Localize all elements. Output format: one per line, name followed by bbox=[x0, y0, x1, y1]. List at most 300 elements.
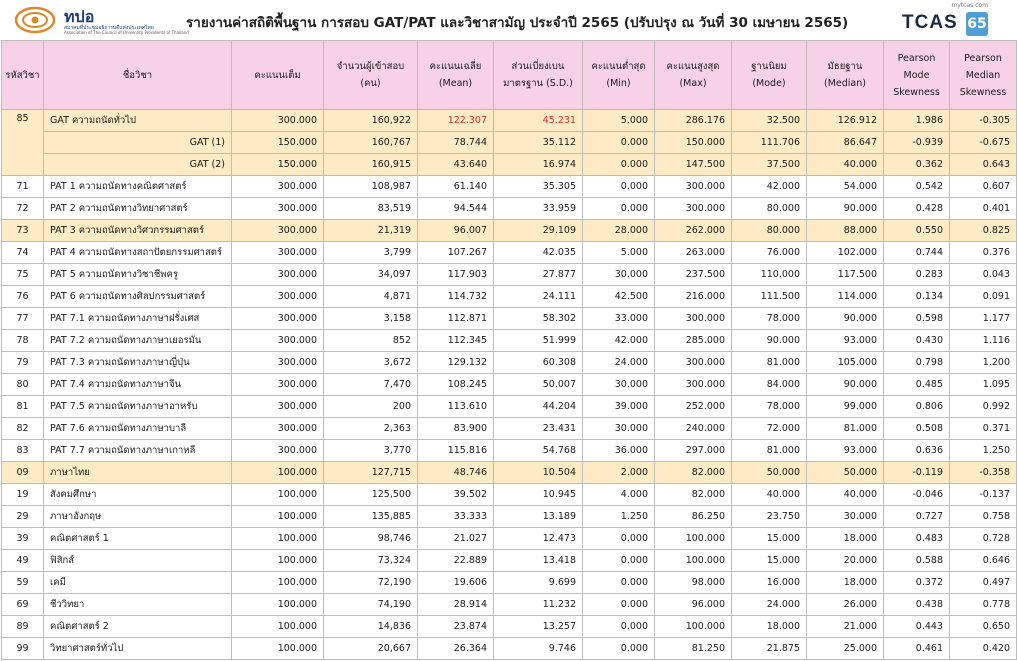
cell-code: 77 bbox=[2, 308, 44, 330]
col-header-line: ส่วนเบี่ยงเบน bbox=[511, 61, 565, 72]
cell-name: PAT 4 ความถนัดทางสถาปัตยกรรมศาสตร์ bbox=[44, 242, 232, 264]
cell-min: 30.000 bbox=[583, 418, 655, 440]
cell-median: 126.912 bbox=[807, 110, 884, 132]
cell-max: 100.000 bbox=[655, 528, 732, 550]
table-row bbox=[2, 396, 1017, 418]
cell-code: 76 bbox=[2, 286, 44, 308]
cell-name: PAT 7.2 ความถนัดทางภาษาเยอรมัน bbox=[44, 330, 232, 352]
cell-max: 297.000 bbox=[655, 440, 732, 462]
cell-mode: 84.000 bbox=[732, 374, 807, 396]
cell-pmedian: 0.643 bbox=[950, 154, 1017, 176]
col-header-line: (Mean) bbox=[438, 78, 473, 89]
col-header-line: (คน) bbox=[360, 78, 381, 89]
cell-mode: 80.000 bbox=[732, 220, 807, 242]
cell-full: 300.000 bbox=[232, 176, 324, 198]
cell-median: 99.000 bbox=[807, 396, 884, 418]
cell-min: 30.000 bbox=[583, 374, 655, 396]
cell-median: 21.000 bbox=[807, 616, 884, 638]
cell-count: 2,363 bbox=[324, 418, 418, 440]
cell-mode: 15.000 bbox=[732, 528, 807, 550]
cell-mean: 112.345 bbox=[418, 330, 494, 352]
cell-count: 3,799 bbox=[324, 242, 418, 264]
cell-pmode: 0.372 bbox=[884, 572, 950, 594]
cell-sd: 11.232 bbox=[494, 594, 583, 616]
cell-name: GAT ความถนัดทั่วไป bbox=[44, 110, 232, 132]
cell-pmedian: 0.607 bbox=[950, 176, 1017, 198]
cell-mean: 78.744 bbox=[418, 132, 494, 154]
cell-full: 300.000 bbox=[232, 308, 324, 330]
cell-count: 200 bbox=[324, 396, 418, 418]
table-row bbox=[2, 572, 1017, 594]
cell-name: PAT 3 ความถนัดทางวิศวกรรมศาสตร์ bbox=[44, 220, 232, 242]
cell-sd: 16.974 bbox=[494, 154, 583, 176]
cell-name: PAT 2 ความถนัดทางวิทยาศาสตร์ bbox=[44, 198, 232, 220]
cell-count: 160,922 bbox=[324, 110, 418, 132]
cell-min: 0.000 bbox=[583, 132, 655, 154]
cell-median: 90.000 bbox=[807, 198, 884, 220]
cell-sd: 10.504 bbox=[494, 462, 583, 484]
cell-mean: 107.267 bbox=[418, 242, 494, 264]
cell-sd: 44.204 bbox=[494, 396, 583, 418]
cell-median: 30.000 bbox=[807, 506, 884, 528]
cell-full: 300.000 bbox=[232, 396, 324, 418]
cell-median: 25.000 bbox=[807, 638, 884, 660]
cell-name: PAT 7.7 ความถนัดทางภาษาเกาหลี bbox=[44, 440, 232, 462]
cell-mean: 28.914 bbox=[418, 594, 494, 616]
cell-pmode: 0.636 bbox=[884, 440, 950, 462]
cell-sd: 13.189 bbox=[494, 506, 583, 528]
table-row bbox=[2, 506, 1017, 528]
col-header-line: คะแนนสูงสุด bbox=[666, 61, 720, 72]
cell-mean: 26.364 bbox=[418, 638, 494, 660]
cell-sd: 50.007 bbox=[494, 374, 583, 396]
col-header-line: คะแนนต่ำสุด bbox=[591, 61, 646, 72]
cell-max: 285.000 bbox=[655, 330, 732, 352]
col-header-line: (Mode) bbox=[752, 78, 786, 89]
cell-code: 69 bbox=[2, 594, 44, 616]
cell-pmode: 0.588 bbox=[884, 550, 950, 572]
cell-pmode: 0.598 bbox=[884, 308, 950, 330]
cell-count: 4,871 bbox=[324, 286, 418, 308]
cell-mean: 129.132 bbox=[418, 352, 494, 374]
cell-max: 252.000 bbox=[655, 396, 732, 418]
cell-median: 26.000 bbox=[807, 594, 884, 616]
cell-count: 127,715 bbox=[324, 462, 418, 484]
cell-full: 100.000 bbox=[232, 528, 324, 550]
col-header-line: (Max) bbox=[679, 78, 707, 89]
cell-pmedian: 0.778 bbox=[950, 594, 1017, 616]
cell-pmedian: -0.675 bbox=[950, 132, 1017, 154]
cell-pmode: 0.806 bbox=[884, 396, 950, 418]
cell-max: 82.000 bbox=[655, 462, 732, 484]
cell-mean: 117.903 bbox=[418, 264, 494, 286]
cell-max: 237.500 bbox=[655, 264, 732, 286]
cell-mean: 94.544 bbox=[418, 198, 494, 220]
cell-max: 286.176 bbox=[655, 110, 732, 132]
cell-count: 7,470 bbox=[324, 374, 418, 396]
col-header-name bbox=[44, 41, 232, 110]
cell-full: 300.000 bbox=[232, 198, 324, 220]
cell-name: ภาษาอังกฤษ bbox=[44, 506, 232, 528]
table-body bbox=[2, 110, 1017, 660]
cell-full: 100.000 bbox=[232, 638, 324, 660]
cell-full: 300.000 bbox=[232, 264, 324, 286]
cell-code: 49 bbox=[2, 550, 44, 572]
col-header-mode bbox=[732, 41, 807, 110]
cell-pmedian: -0.358 bbox=[950, 462, 1017, 484]
cell-mean: 96.007 bbox=[418, 220, 494, 242]
cell-mean: 122.307 bbox=[418, 110, 494, 132]
col-header-line: มัธยฐาน bbox=[827, 61, 863, 72]
cell-count: 21,319 bbox=[324, 220, 418, 242]
cell-mean: 22.889 bbox=[418, 550, 494, 572]
cell-code: 39 bbox=[2, 528, 44, 550]
cell-sd: 12.473 bbox=[494, 528, 583, 550]
cell-name: วิทยาศาสตร์ทั่วไป bbox=[44, 638, 232, 660]
cell-code: 81 bbox=[2, 396, 44, 418]
col-header-median bbox=[807, 41, 884, 110]
cell-max: 300.000 bbox=[655, 308, 732, 330]
cell-sd: 29.109 bbox=[494, 220, 583, 242]
cell-pmedian: 1.200 bbox=[950, 352, 1017, 374]
cell-pmedian: 0.401 bbox=[950, 198, 1017, 220]
cell-pmode: 0.283 bbox=[884, 264, 950, 286]
cell-min: 1.250 bbox=[583, 506, 655, 528]
col-header-line: จำนวนผู้เข้าสอบ bbox=[336, 61, 405, 72]
cell-mean: 113.610 bbox=[418, 396, 494, 418]
cell-name: ภาษาไทย bbox=[44, 462, 232, 484]
cell-mean: 83.900 bbox=[418, 418, 494, 440]
col-header-line: Mode bbox=[903, 69, 930, 81]
col-header-line: Skewness bbox=[893, 86, 940, 98]
cell-count: 160,915 bbox=[324, 154, 418, 176]
cell-mean: 61.140 bbox=[418, 176, 494, 198]
cell-code: 80 bbox=[2, 374, 44, 396]
cell-full: 300.000 bbox=[232, 330, 324, 352]
cell-mode: 24.000 bbox=[732, 594, 807, 616]
cell-mode: 81.000 bbox=[732, 352, 807, 374]
cell-pmedian: -0.137 bbox=[950, 484, 1017, 506]
cell-pmedian: 0.376 bbox=[950, 242, 1017, 264]
cell-mean: 43.640 bbox=[418, 154, 494, 176]
cell-name: GAT (1) bbox=[44, 132, 232, 154]
table-row bbox=[2, 264, 1017, 286]
cell-pmedian: 1.095 bbox=[950, 374, 1017, 396]
cell-pmode: -0.046 bbox=[884, 484, 950, 506]
cell-max: 300.000 bbox=[655, 176, 732, 198]
cell-count: 98,746 bbox=[324, 528, 418, 550]
cell-min: 28.000 bbox=[583, 220, 655, 242]
cell-full: 300.000 bbox=[232, 440, 324, 462]
cell-max: 147.500 bbox=[655, 154, 732, 176]
cell-mode: 111.500 bbox=[732, 286, 807, 308]
cell-code: 74 bbox=[2, 242, 44, 264]
cell-full: 100.000 bbox=[232, 616, 324, 638]
cell-mean: 23.874 bbox=[418, 616, 494, 638]
cell-mode: 90.000 bbox=[732, 330, 807, 352]
table-row bbox=[2, 154, 1017, 176]
cell-name: ชีววิทยา bbox=[44, 594, 232, 616]
col-header-line: มาตรฐาน (S.D.) bbox=[503, 78, 573, 89]
cell-full: 300.000 bbox=[232, 374, 324, 396]
cell-code: 59 bbox=[2, 572, 44, 594]
cell-mode: 16.000 bbox=[732, 572, 807, 594]
cell-sd: 51.999 bbox=[494, 330, 583, 352]
cell-mode: 21.875 bbox=[732, 638, 807, 660]
cell-min: 30.000 bbox=[583, 264, 655, 286]
cell-median: 54.000 bbox=[807, 176, 884, 198]
report-header bbox=[0, 0, 1000, 41]
cell-median: 50.000 bbox=[807, 462, 884, 484]
cell-mode: 18.000 bbox=[732, 616, 807, 638]
cell-mode: 32.500 bbox=[732, 110, 807, 132]
cell-count: 34,097 bbox=[324, 264, 418, 286]
cell-pmode: 0.483 bbox=[884, 528, 950, 550]
table-row bbox=[2, 440, 1017, 462]
cell-sd: 24.111 bbox=[494, 286, 583, 308]
cell-median: 102.000 bbox=[807, 242, 884, 264]
cell-mode: 111.706 bbox=[732, 132, 807, 154]
cell-sd: 33.959 bbox=[494, 198, 583, 220]
cell-min: 39.000 bbox=[583, 396, 655, 418]
cell-min: 5.000 bbox=[583, 242, 655, 264]
cell-max: 98.000 bbox=[655, 572, 732, 594]
cell-pmedian: 0.497 bbox=[950, 572, 1017, 594]
cell-full: 100.000 bbox=[232, 462, 324, 484]
cell-min: 42.000 bbox=[583, 330, 655, 352]
cell-pmedian: 0.992 bbox=[950, 396, 1017, 418]
cell-code: 79 bbox=[2, 352, 44, 374]
cell-pmode: 0.443 bbox=[884, 616, 950, 638]
col-header-mean bbox=[418, 41, 494, 110]
cell-pmedian: 1.250 bbox=[950, 440, 1017, 462]
cell-min: 36.000 bbox=[583, 440, 655, 462]
tcas-logo bbox=[902, 2, 988, 38]
cell-max: 150.000 bbox=[655, 132, 732, 154]
cell-full: 300.000 bbox=[232, 220, 324, 242]
logo-name: ทปอ bbox=[64, 9, 95, 26]
cell-name: สังคมศึกษา bbox=[44, 484, 232, 506]
cell-mode: 72.000 bbox=[732, 418, 807, 440]
cell-full: 150.000 bbox=[232, 154, 324, 176]
col-header-line: (Min) bbox=[606, 78, 631, 89]
table-row bbox=[2, 132, 1017, 154]
cell-name: เคมี bbox=[44, 572, 232, 594]
cell-max: 96.000 bbox=[655, 594, 732, 616]
cell-code: 09 bbox=[2, 462, 44, 484]
logo-subtitle-en: Association of The Council of University Presidents of Thailand bbox=[64, 30, 189, 35]
table-row bbox=[2, 594, 1017, 616]
cell-count: 74,190 bbox=[324, 594, 418, 616]
logo-subtitle-th: สมาคมที่ประชุมอธิการบดีแห่งประเทศไทย bbox=[64, 25, 154, 31]
tcas-word: TCAS bbox=[902, 12, 958, 33]
cell-full: 100.000 bbox=[232, 572, 324, 594]
cell-name: PAT 7.3 ความถนัดทางภาษาญี่ปุ่น bbox=[44, 352, 232, 374]
cell-full: 100.000 bbox=[232, 594, 324, 616]
cell-mode: 76.000 bbox=[732, 242, 807, 264]
col-header-max bbox=[655, 41, 732, 110]
cell-pmode: 0.134 bbox=[884, 286, 950, 308]
cell-name: PAT 7.5 ความถนัดทางภาษาอาหรับ bbox=[44, 396, 232, 418]
cell-sd: 42.035 bbox=[494, 242, 583, 264]
cell-min: 0.000 bbox=[583, 176, 655, 198]
cell-sd: 10.945 bbox=[494, 484, 583, 506]
cell-name: GAT (2) bbox=[44, 154, 232, 176]
cell-name: PAT 7.1 ความถนัดทางภาษาฝรั่งเศส bbox=[44, 308, 232, 330]
cell-sd: 45.231 bbox=[494, 110, 583, 132]
cell-median: 93.000 bbox=[807, 440, 884, 462]
table-row bbox=[2, 242, 1017, 264]
cell-mode: 15.000 bbox=[732, 550, 807, 572]
cell-median: 90.000 bbox=[807, 308, 884, 330]
cell-pmedian: 0.091 bbox=[950, 286, 1017, 308]
cell-name: PAT 1 ความถนัดทางคณิตศาสตร์ bbox=[44, 176, 232, 198]
cell-count: 3,672 bbox=[324, 352, 418, 374]
table-header-row bbox=[2, 41, 1017, 110]
cell-pmode: -0.119 bbox=[884, 462, 950, 484]
cell-full: 300.000 bbox=[232, 110, 324, 132]
cell-full: 300.000 bbox=[232, 286, 324, 308]
cell-median: 105.000 bbox=[807, 352, 884, 374]
cell-full: 100.000 bbox=[232, 484, 324, 506]
cell-min: 33.000 bbox=[583, 308, 655, 330]
cell-min: 0.000 bbox=[583, 572, 655, 594]
col-header-code bbox=[2, 41, 44, 110]
col-header-line: ฐานนิยม bbox=[751, 61, 787, 72]
page-title: รายงานค่าสถิติพื้นฐาน การสอบ GAT/PAT และวิชาสามัญ ประจำปี 2565 (ปรับปรุง ณ วันที่ 30 เมษายน 2565) bbox=[186, 15, 849, 31]
cell-min: 0.000 bbox=[583, 528, 655, 550]
cell-sd: 13.418 bbox=[494, 550, 583, 572]
col-header-line: Median bbox=[965, 69, 1001, 81]
cell-median: 40.000 bbox=[807, 484, 884, 506]
table-row bbox=[2, 550, 1017, 572]
cell-code: 89 bbox=[2, 616, 44, 638]
cell-pmode: 0.438 bbox=[884, 594, 950, 616]
cell-mode: 37.500 bbox=[732, 154, 807, 176]
cell-count: 14,836 bbox=[324, 616, 418, 638]
cell-mean: 19.606 bbox=[418, 572, 494, 594]
cell-name: PAT 6 ความถนัดทางศิลปกรรมศาสตร์ bbox=[44, 286, 232, 308]
cell-name: คณิตศาสตร์ 2 bbox=[44, 616, 232, 638]
cell-sd: 23.431 bbox=[494, 418, 583, 440]
cell-sd: 54.768 bbox=[494, 440, 583, 462]
cell-code: 73 bbox=[2, 220, 44, 242]
cell-mode: 50.000 bbox=[732, 462, 807, 484]
cell-pmedian: -0.305 bbox=[950, 110, 1017, 132]
cell-pmode: 0.430 bbox=[884, 330, 950, 352]
table-row bbox=[2, 638, 1017, 660]
tpo-emblem-icon bbox=[14, 5, 58, 35]
cell-pmedian: 0.371 bbox=[950, 418, 1017, 440]
cell-min: 5.000 bbox=[583, 110, 655, 132]
table-row bbox=[2, 462, 1017, 484]
col-header-line: ชื่อวิชา bbox=[122, 69, 153, 81]
col-header-line: Pearson bbox=[964, 52, 1002, 64]
cell-code: 72 bbox=[2, 198, 44, 220]
col-header-line: Skewness bbox=[959, 86, 1007, 98]
table-row bbox=[2, 286, 1017, 308]
cell-code: 99 bbox=[2, 638, 44, 660]
cell-name: PAT 5 ความถนัดทางวิชาชีพครู bbox=[44, 264, 232, 286]
cell-min: 0.000 bbox=[583, 616, 655, 638]
cell-sd: 35.305 bbox=[494, 176, 583, 198]
cell-pmedian: 0.650 bbox=[950, 616, 1017, 638]
cell-mode: 78.000 bbox=[732, 396, 807, 418]
cell-count: 108,987 bbox=[324, 176, 418, 198]
cell-min: 0.000 bbox=[583, 198, 655, 220]
col-header-count bbox=[324, 41, 418, 110]
cell-max: 300.000 bbox=[655, 374, 732, 396]
cell-mode: 42.000 bbox=[732, 176, 807, 198]
table-row bbox=[2, 484, 1017, 506]
cell-pmedian: 0.420 bbox=[950, 638, 1017, 660]
cell-pmode: 0.542 bbox=[884, 176, 950, 198]
tcas-site: mytcas.com bbox=[951, 2, 988, 9]
cell-max: 86.250 bbox=[655, 506, 732, 528]
cell-max: 262.000 bbox=[655, 220, 732, 242]
cell-min: 42.500 bbox=[583, 286, 655, 308]
cell-median: 20.000 bbox=[807, 550, 884, 572]
col-header-full bbox=[232, 41, 324, 110]
col-header-line: รหัสวิชา bbox=[5, 69, 40, 81]
cell-max: 100.000 bbox=[655, 550, 732, 572]
cell-min: 2.000 bbox=[583, 462, 655, 484]
tcas-year-badge: 65 bbox=[966, 12, 988, 36]
table-row bbox=[2, 352, 1017, 374]
cell-count: 72,190 bbox=[324, 572, 418, 594]
cell-max: 240.000 bbox=[655, 418, 732, 440]
cell-median: 86.647 bbox=[807, 132, 884, 154]
cell-pmedian: 1.116 bbox=[950, 330, 1017, 352]
cell-max: 216.000 bbox=[655, 286, 732, 308]
cell-mean: 115.816 bbox=[418, 440, 494, 462]
cell-count: 83,519 bbox=[324, 198, 418, 220]
table-row bbox=[2, 198, 1017, 220]
table-row bbox=[2, 616, 1017, 638]
cell-sd: 58.302 bbox=[494, 308, 583, 330]
cell-pmode: 0.362 bbox=[884, 154, 950, 176]
cell-code: 71 bbox=[2, 176, 44, 198]
cell-pmode: 0.485 bbox=[884, 374, 950, 396]
cell-median: 18.000 bbox=[807, 572, 884, 594]
col-header-sd bbox=[494, 41, 583, 110]
cell-sd: 27.877 bbox=[494, 264, 583, 286]
cell-mode: 23.750 bbox=[732, 506, 807, 528]
cell-full: 300.000 bbox=[232, 418, 324, 440]
cell-pmedian: 0.758 bbox=[950, 506, 1017, 528]
cell-min: 0.000 bbox=[583, 550, 655, 572]
cell-max: 100.000 bbox=[655, 616, 732, 638]
cell-count: 3,770 bbox=[324, 440, 418, 462]
cell-sd: 35.112 bbox=[494, 132, 583, 154]
cell-min: 0.000 bbox=[583, 638, 655, 660]
cell-count: 852 bbox=[324, 330, 418, 352]
cell-pmedian: 0.646 bbox=[950, 550, 1017, 572]
cell-pmode: 0.550 bbox=[884, 220, 950, 242]
cell-name: คณิตศาสตร์ 1 bbox=[44, 528, 232, 550]
cell-pmode: 1.986 bbox=[884, 110, 950, 132]
col-header-min bbox=[583, 41, 655, 110]
cell-count: 3,158 bbox=[324, 308, 418, 330]
cell-mode: 40.000 bbox=[732, 484, 807, 506]
cell-pmode: 0.508 bbox=[884, 418, 950, 440]
cell-median: 81.000 bbox=[807, 418, 884, 440]
cell-sd: 60.308 bbox=[494, 352, 583, 374]
cell-mean: 48.746 bbox=[418, 462, 494, 484]
cell-mode: 78.000 bbox=[732, 308, 807, 330]
cell-pmedian: 1.177 bbox=[950, 308, 1017, 330]
cell-min: 0.000 bbox=[583, 154, 655, 176]
